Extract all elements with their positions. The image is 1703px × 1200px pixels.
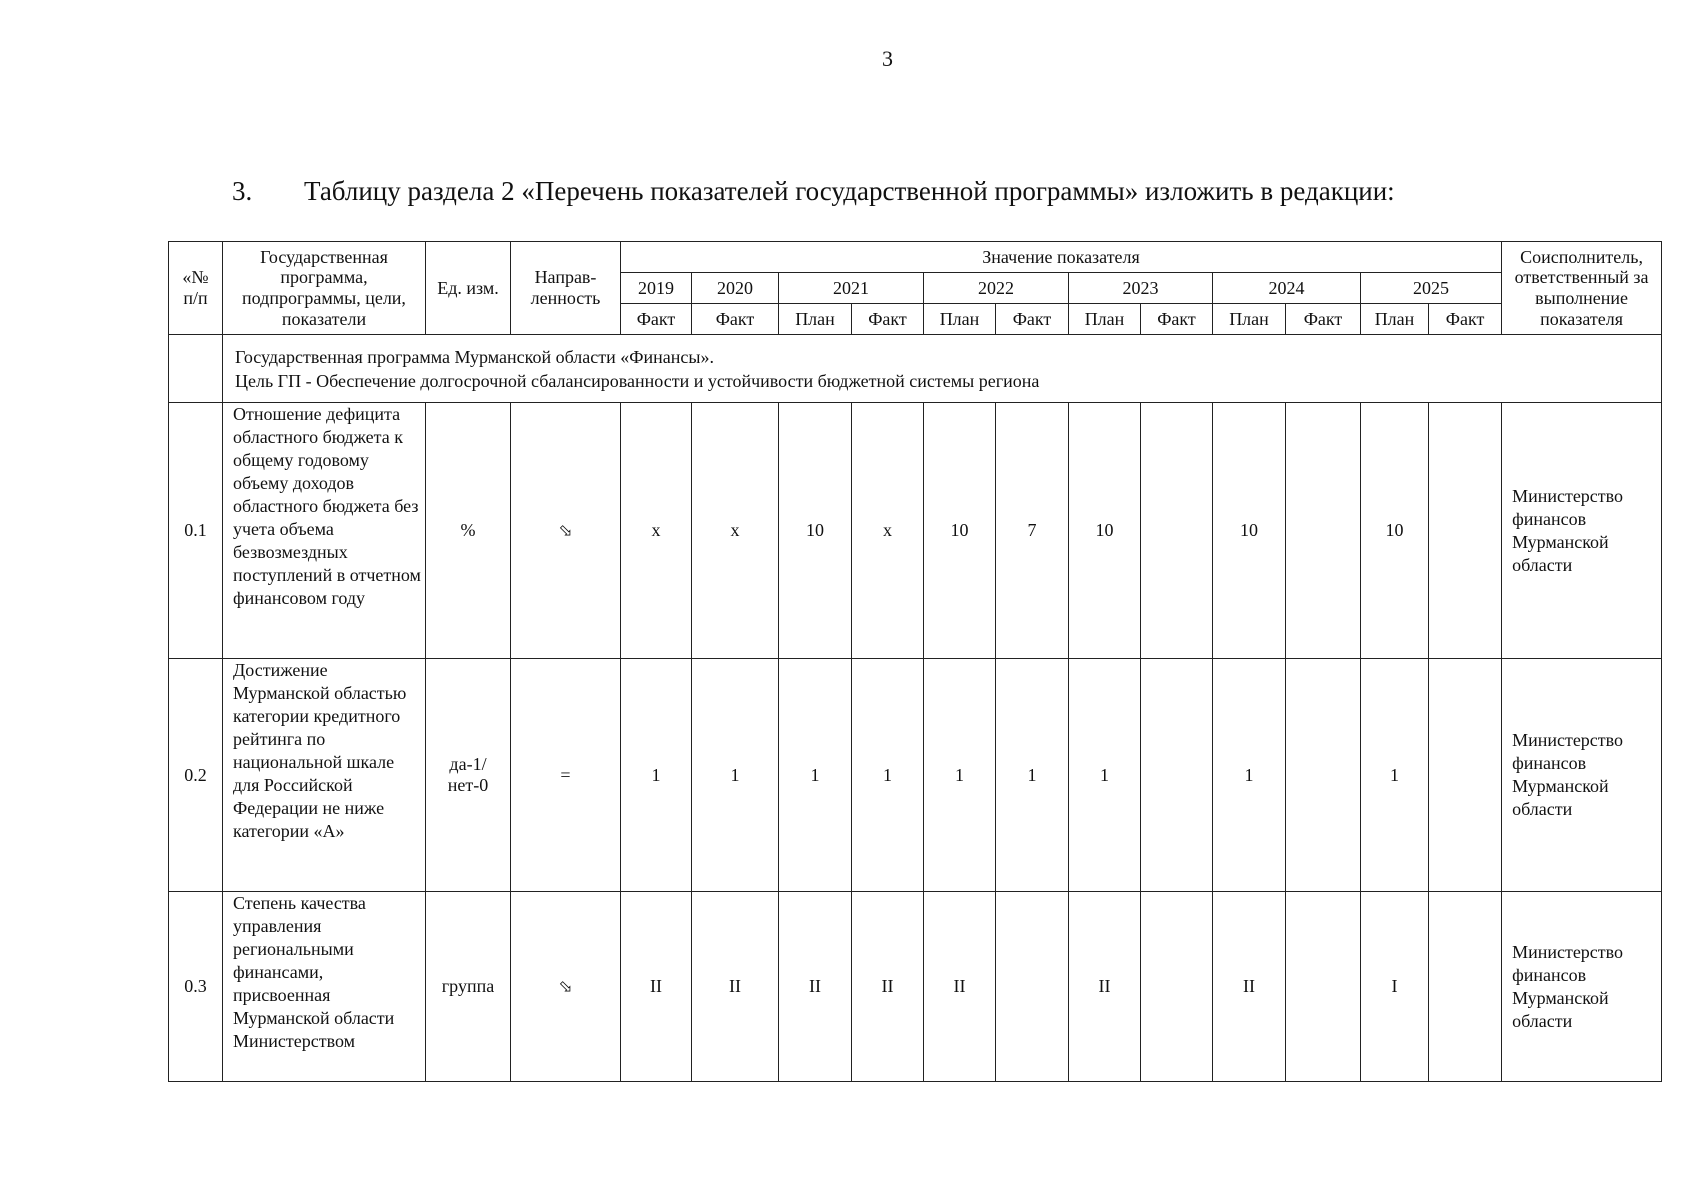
header-fact: Факт [1429, 304, 1502, 335]
row-value: 1 [779, 659, 852, 892]
row-num: 0.1 [169, 403, 223, 659]
header-plan: План [1213, 304, 1286, 335]
row-value: 1 [996, 659, 1069, 892]
header-year: 2021 [779, 273, 924, 304]
row-value: 1 [1361, 659, 1429, 892]
row-value: 10 [1213, 403, 1286, 659]
header-fact: Факт [1286, 304, 1361, 335]
row-responsible: Министерство финансов Мурманской области [1502, 403, 1662, 659]
row-value: II [779, 892, 852, 1082]
row-value: x [692, 403, 779, 659]
page-number: 3 [882, 46, 893, 71]
table-row [169, 892, 1662, 1082]
heading-text: Таблицу раздела 2 «Перечень показателей государственной программы» изложить в редакции: [304, 176, 1395, 206]
row-value: II [852, 892, 924, 1082]
section-program-title: Государственная программа Мурманской области «Финансы». [235, 346, 714, 367]
row-value: 1 [1213, 659, 1286, 892]
row-value: 10 [779, 403, 852, 659]
row-value: 1 [621, 659, 692, 892]
row-indicator: Отношение дефицита областного бюджета к общему годовому объему доходов областного бюджета без учета объема безвозмездных поступлений в отчетном финансовом году [223, 403, 426, 659]
row-value: II [924, 892, 996, 1082]
row-direction: ⬂ [511, 403, 621, 659]
row-responsible: Министерство финансов Мурманской области [1502, 892, 1662, 1082]
section-heading [232, 176, 1395, 207]
header-fact: Факт [1141, 304, 1213, 335]
header-direction: Направ-ленность [511, 242, 621, 335]
row-unit: да-1/нет-0 [426, 659, 511, 892]
header-fact: Факт [621, 304, 692, 335]
row-value [1429, 403, 1502, 659]
row-value: 1 [692, 659, 779, 892]
heading-number: 3. [232, 176, 253, 206]
row-value: x [852, 403, 924, 659]
section-num-cell [169, 335, 223, 403]
row-num: 0.3 [169, 892, 223, 1082]
row-value [1141, 892, 1213, 1082]
row-responsible: Министерство финансов Мурманской области [1502, 659, 1662, 892]
row-value [1141, 659, 1213, 892]
row-value: 7 [996, 403, 1069, 659]
row-value: 1 [852, 659, 924, 892]
row-value: 1 [1069, 659, 1141, 892]
header-fact: Факт [852, 304, 924, 335]
row-value [1141, 403, 1213, 659]
header-unit: Ед. изм. [426, 242, 511, 335]
row-value: 10 [1361, 403, 1429, 659]
row-value: II [1213, 892, 1286, 1082]
row-value: 10 [1069, 403, 1141, 659]
header-plan: План [1361, 304, 1429, 335]
header-year: 2025 [1361, 273, 1502, 304]
row-value: II [692, 892, 779, 1082]
header-year: 2022 [924, 273, 1069, 304]
indicators-table [168, 241, 1662, 1082]
header-year: 2024 [1213, 273, 1361, 304]
header-year: 2019 [621, 273, 692, 304]
row-value: x [621, 403, 692, 659]
header-plan: План [924, 304, 996, 335]
header-responsible: Соисполнитель, ответственный за выполнение показателя [1502, 242, 1662, 335]
header-plan: План [1069, 304, 1141, 335]
section-row [223, 335, 1662, 403]
row-value [1429, 892, 1502, 1082]
header-year: 2020 [692, 273, 779, 304]
row-value [1286, 659, 1361, 892]
row-unit: группа [426, 892, 511, 1082]
table-row [169, 659, 1662, 892]
section-goal: Цель ГП - Обеспечение долгосрочной сбалансированности и устойчивости бюджетной системы региона [235, 370, 1040, 391]
row-value: 10 [924, 403, 996, 659]
row-value [1429, 659, 1502, 892]
header-fact: Факт [692, 304, 779, 335]
table-row [169, 403, 1662, 659]
row-indicator: Степень качества управления региональными финансами, присвоенная Мурманской области Министерством [223, 892, 426, 1082]
header-program: Государственная программа, подпрограммы, цели, показатели [223, 242, 426, 335]
row-value: I [1361, 892, 1429, 1082]
row-num: 0.2 [169, 659, 223, 892]
header-fact: Факт [996, 304, 1069, 335]
row-value [1286, 403, 1361, 659]
header-year: 2023 [1069, 273, 1213, 304]
row-unit: % [426, 403, 511, 659]
row-value [1286, 892, 1361, 1082]
header-plan: План [779, 304, 852, 335]
row-value: 1 [924, 659, 996, 892]
header-num: «№ п/п [169, 242, 223, 335]
header-value-group: Значение показателя [621, 242, 1502, 273]
row-direction: ⬂ [511, 892, 621, 1082]
row-value: II [621, 892, 692, 1082]
row-indicator: Достижение Мурманской областью категории кредитного рейтинга по национальной шкале для Российской Федерации не ниже категории «А» [223, 659, 426, 892]
row-direction: = [511, 659, 621, 892]
row-value: II [1069, 892, 1141, 1082]
row-value [996, 892, 1069, 1082]
